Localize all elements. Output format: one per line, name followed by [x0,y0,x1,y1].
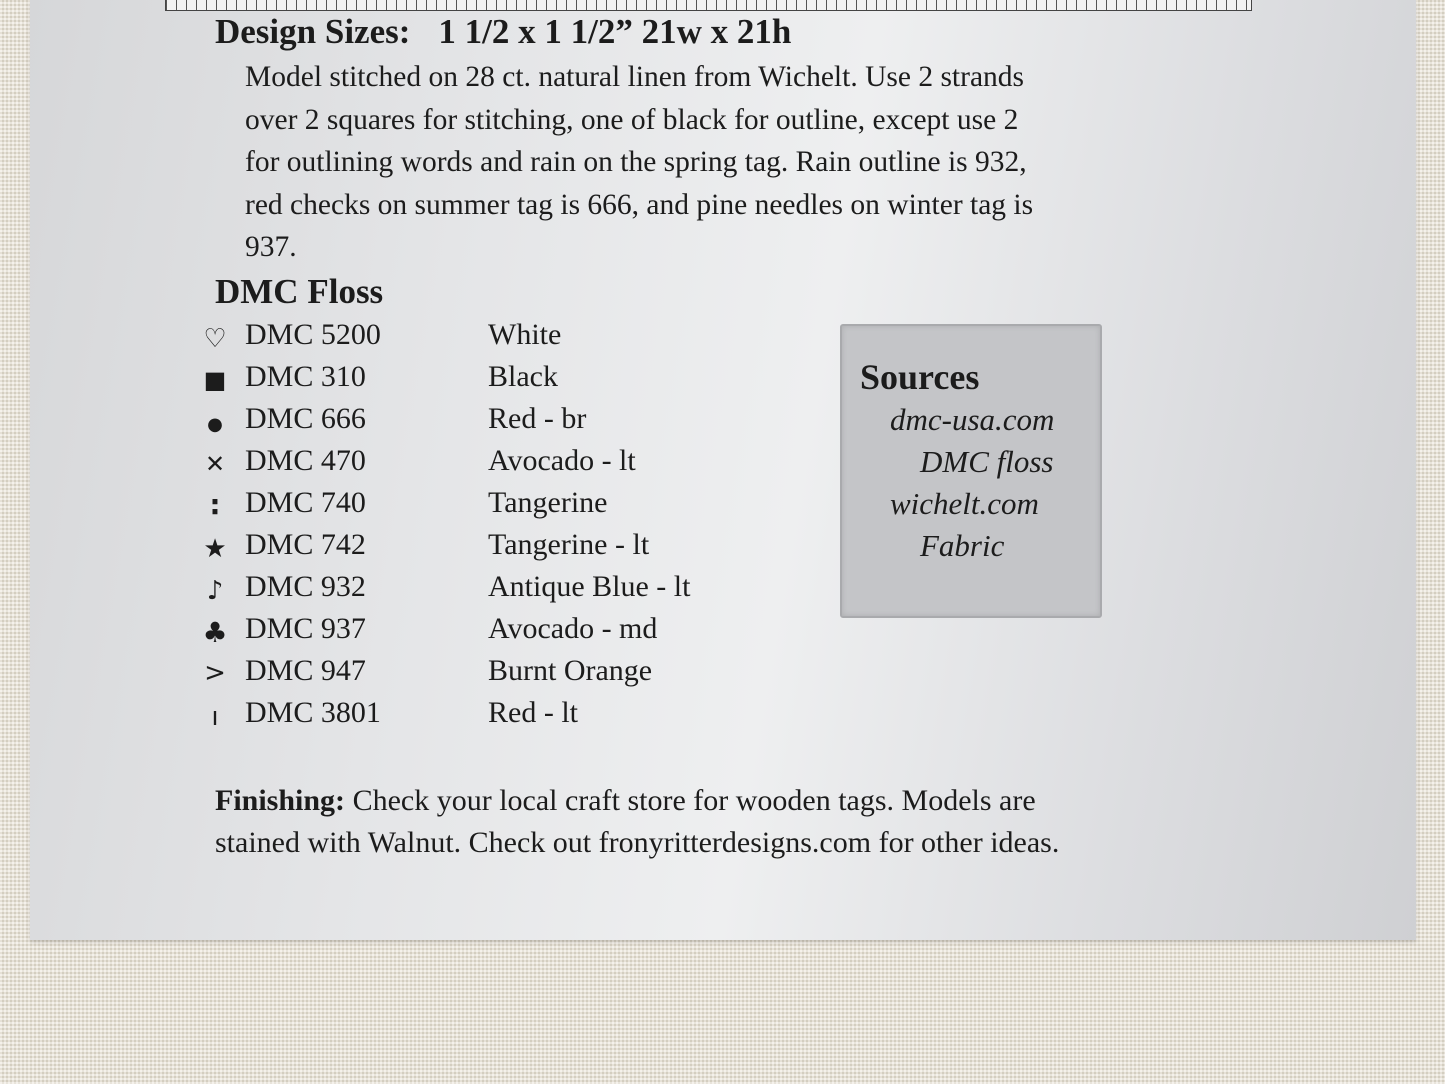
finishing-label: Finishing: [215,784,346,817]
floss-code: DMC 310 [245,360,366,393]
source-dmc-label: DMC floss [920,444,1054,479]
finishing-text-2: stained with Walnut. Check out fronyritterdesigns.com for other ideas. [215,826,1060,859]
filled-square-icon: ■ [203,366,227,394]
floss-name: Red - lt [488,696,578,729]
star-icon: ★ [203,534,227,564]
club-icon: ♣ [202,616,228,649]
description-line: 937. [245,231,297,263]
description-line: for outlining words and rain on the spring tag. Rain outline is 932, [245,146,1027,178]
filled-circle-icon: ● [207,414,223,435]
sources-box [840,324,1102,618]
floss-heading: DMC Floss [215,272,384,311]
heart-outline-icon: ♡ [203,324,227,354]
floss-code: DMC 5200 [245,318,381,351]
description-line: red checks on summer tag is 666, and pine needles on winter tag is [245,188,1034,221]
floss-name: Tangerine [488,486,608,519]
cross-x-icon: ✕ [204,450,226,478]
floss-code: DMC 3801 [245,696,381,729]
floss-name: White [488,318,562,351]
greater-than-icon: > [204,658,226,688]
design-sizes-heading [215,12,791,52]
floss-name: Avocado - lt [488,444,636,477]
description-line: Model stitched on 28 ct. natural linen from Wichelt. Use 2 strands [245,61,1025,93]
floss-name: Antique Blue - lt [488,570,691,603]
floss-name: Red - br [488,402,587,435]
description-line: over 2 squares for stitching, one of black for outline, except use 2 [245,103,1019,136]
chart-grid-edge [165,0,1252,11]
floss-name: Avocado - md [488,612,658,645]
music-note-icon: ♪ [206,576,224,606]
floss-code: DMC 666 [245,402,366,435]
design-sizes-value: 1 1/2 x 1 1/2” 21w x 21h [438,12,792,51]
colon-icon: : [209,488,221,521]
floss-code: DMC 470 [245,444,366,477]
finishing-line-1 [215,780,1215,822]
floss-code: DMC 742 [245,528,366,561]
source-dmc-link[interactable]: dmc-usa.com [890,402,1055,437]
finishing-section [215,780,1215,864]
source-wichelt-link[interactable]: wichelt.com [890,486,1039,521]
floss-code: DMC 932 [245,570,366,603]
finishing-text-1: Check your local craft store for wooden tags. Models are [352,784,1036,817]
design-sizes-label: Design Sizes: [215,12,411,51]
vertical-bar-icon: ı [211,702,219,732]
floss-name: Tangerine - lt [488,528,650,561]
sources-title: Sources [860,357,980,397]
floss-name: Burnt Orange [488,654,653,687]
description [245,56,1205,269]
source-wichelt-label: Fabric [920,528,1005,563]
floss-name: Black [488,360,558,393]
floss-code: DMC 937 [245,612,366,645]
floss-code: DMC 947 [245,654,366,687]
floss-code: DMC 740 [245,486,366,519]
